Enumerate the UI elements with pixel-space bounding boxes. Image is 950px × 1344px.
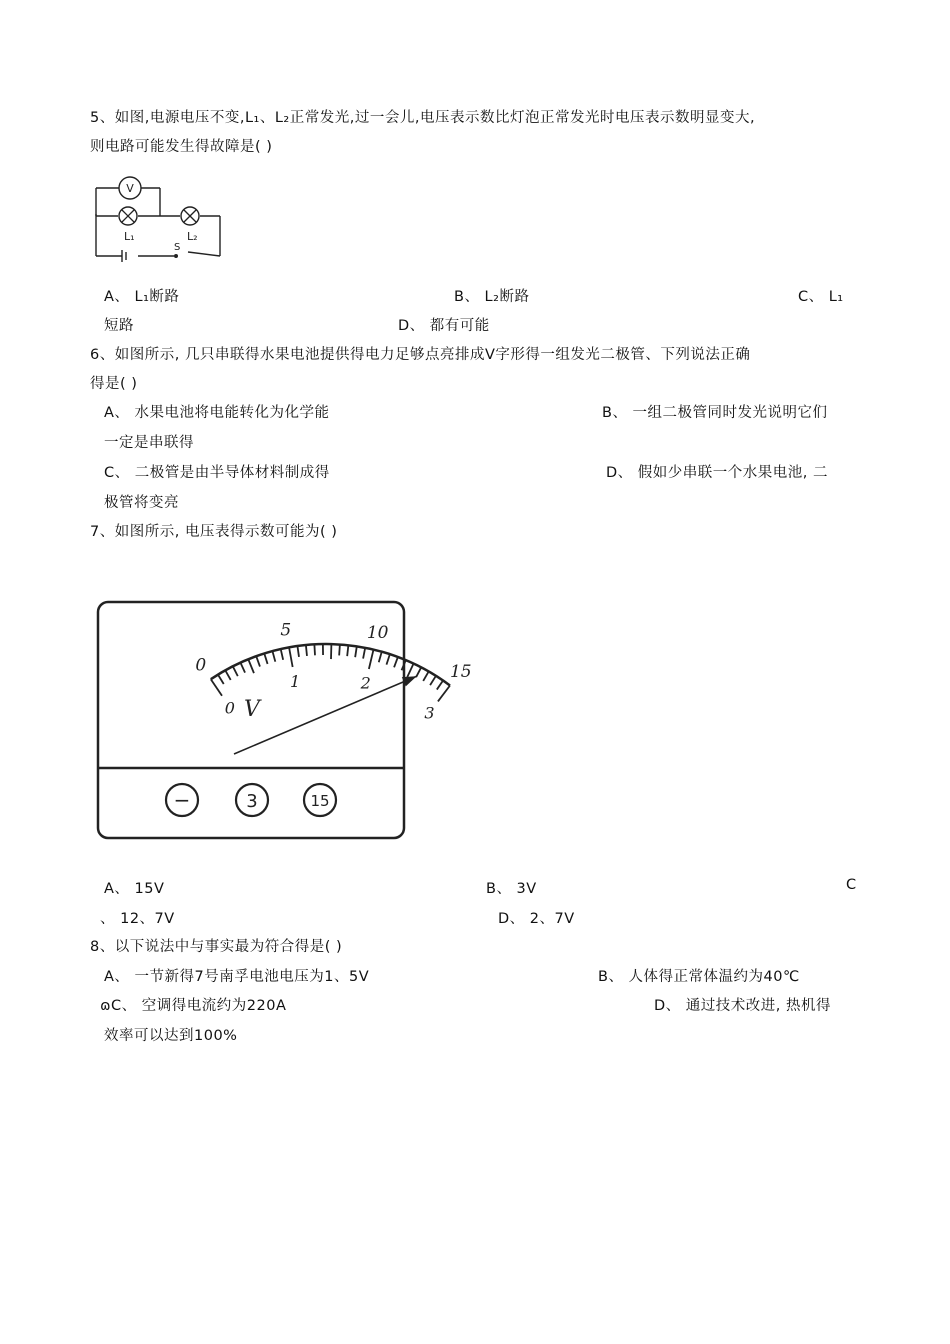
switch-icon	[174, 254, 178, 258]
q8-option-d-cont: 效率可以达到100%	[104, 1028, 238, 1044]
terminal-15	[304, 784, 336, 816]
q7-option-c-cont: 、 12、7V	[100, 911, 175, 927]
dial-tick	[306, 645, 307, 656]
dial-top-label: 10	[366, 623, 389, 644]
q7-option-d: D、 2、7V	[498, 911, 575, 927]
label-l1: L₁	[124, 230, 135, 243]
dial-tick	[407, 664, 413, 678]
terminal-3	[236, 784, 268, 816]
q6-stem-line1: 6、如图所示, 几只串联得水果电池提供得电力足够点亮排成V字形得一组发光二极管、下列说法正确	[90, 347, 751, 363]
dial-tick	[430, 676, 436, 685]
svg-text:15: 15	[310, 792, 330, 810]
q5-circuit-diagram	[88, 172, 228, 270]
dial-bottom-label: 0	[224, 698, 235, 718]
q5-option-c-cont: 短路	[104, 318, 134, 334]
voltmeter-symbol	[119, 177, 141, 199]
q7-option-b: B、 3V	[486, 881, 537, 897]
q5-option-d: D、 都有可能	[398, 318, 490, 334]
q8-option-a: A、 一节新得7号南孚电池电压为1、5V	[104, 969, 370, 985]
dial-tick	[437, 681, 443, 690]
q5-option-c: C、 L₁	[798, 289, 844, 305]
dial-tick	[347, 645, 348, 656]
dial-tick	[339, 644, 340, 655]
svg-text:3: 3	[246, 791, 258, 812]
dial-bottom-label: 2	[360, 673, 371, 693]
dial-top-label: 5	[280, 620, 292, 641]
q6-option-b-cont: 一定是串联得	[104, 435, 194, 451]
dial-bottom-label: 3	[424, 703, 435, 723]
dial-tick	[314, 644, 315, 655]
q8-option-d: D、 通过技术改进, 热机得	[654, 998, 831, 1014]
q5-option-b: B、 L₂断路	[454, 289, 530, 305]
q7-option-c: C	[846, 877, 857, 893]
svg-text:V: V	[126, 182, 134, 195]
q5-stem-line1: 5、如图,电源电压不变,L₁、L₂正常发光,过一会儿,电压表示数比灯泡正常发光时电压表示数明显变大,	[90, 110, 756, 126]
q7-option-a: A、 15V	[104, 881, 165, 897]
dial-tick	[416, 667, 421, 677]
q8-option-c: ɷC、 空调得电流约为220A	[100, 998, 287, 1014]
q7-stem: 7、如图所示, 电压表得示数可能为( )	[90, 524, 338, 540]
q6-option-d-cont: 极管将变亮	[104, 495, 179, 511]
q5-stem-line2: 则电路可能发生得故障是( )	[90, 139, 273, 155]
svg-text:−: −	[173, 788, 191, 812]
q8-option-b: B、 人体得正常体温约为40℃	[598, 969, 800, 985]
label-l2: L₂	[187, 230, 198, 243]
q6-stem-line2: 得是( )	[90, 376, 138, 392]
dial-top-label: 0	[195, 655, 207, 676]
lamp-l1-icon	[119, 207, 137, 225]
dial-tick	[438, 685, 450, 701]
label-switch: S	[174, 242, 181, 253]
dial-tick	[423, 671, 428, 681]
q6-option-c: C、 二极管是由半导体材料制成得	[104, 465, 330, 481]
lamp-l2-icon	[181, 207, 199, 225]
dial-unit-label: V	[244, 697, 260, 722]
q6-option-a: A、 水果电池将电能转化为化学能	[104, 405, 330, 421]
dial-bottom-label: 1	[290, 671, 301, 691]
terminal-negative	[166, 784, 198, 816]
q6-option-d: D、 假如少串联一个水果电池, 二	[606, 465, 828, 481]
voltmeter-dial-figure	[94, 598, 472, 842]
q6-option-b: B、 一组二极管同时发光说明它们	[602, 405, 828, 421]
q5-option-a: A、 L₁断路	[104, 289, 180, 305]
q8-stem: 8、以下说法中与事实最为符合得是( )	[90, 939, 343, 955]
dial-top-label: 15	[449, 662, 472, 683]
